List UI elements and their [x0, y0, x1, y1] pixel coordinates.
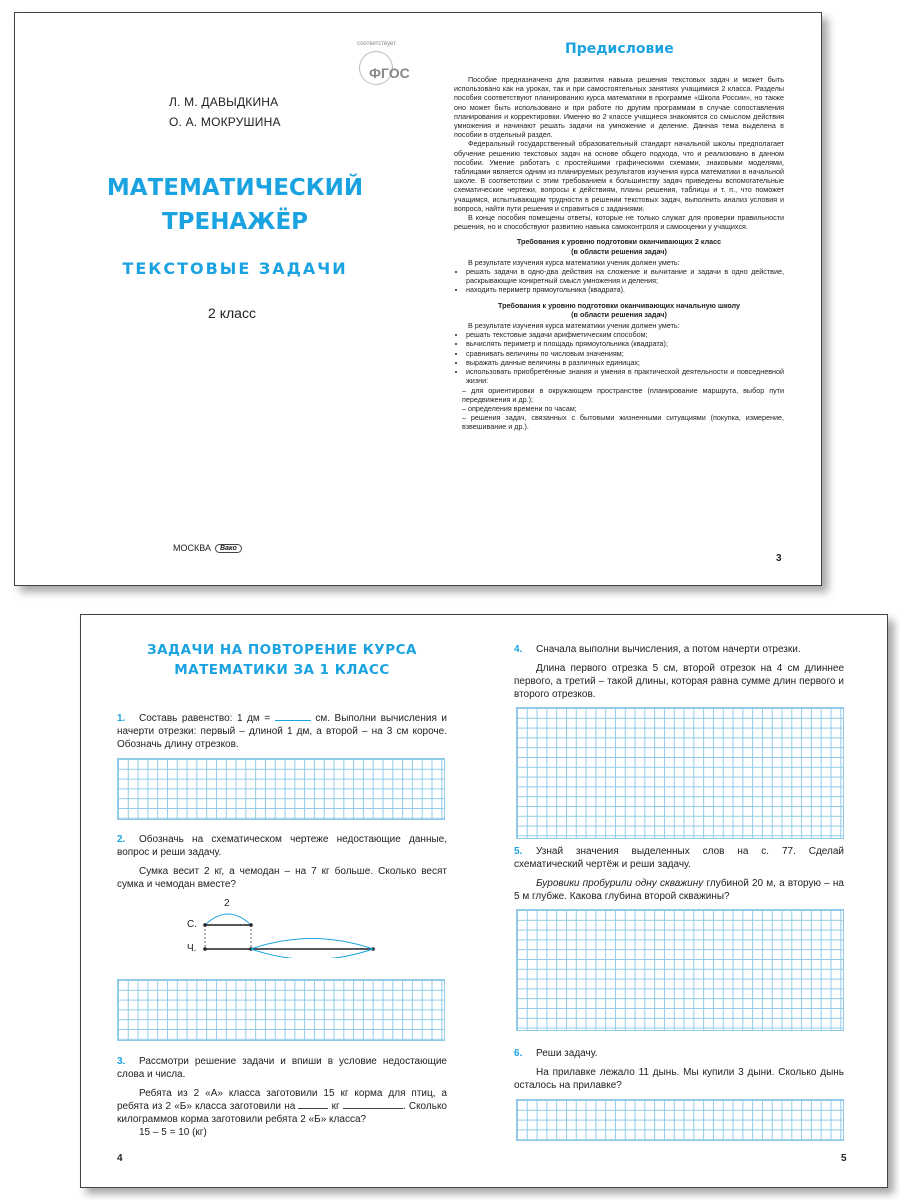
- task-text: Реши задачу.: [536, 1048, 598, 1059]
- page-number: 4: [117, 1153, 123, 1164]
- requirements-heading-primary: Требования к уровню подготовки оканчивающих начальную школу (в области решения задач): [497, 300, 741, 319]
- schematic-diagram: [177, 898, 387, 958]
- task-problem: На прилавке лежало 11 дынь. Мы купили 3 дыни. Сколько дынь осталось на прилавке?: [514, 1067, 844, 1091]
- page-5: [484, 615, 887, 1187]
- task-text: Обозначь на схематическом чертеже недостающие данные, вопрос и реши задачу.: [117, 834, 447, 858]
- fgos-logo-text: ФГОС: [369, 65, 410, 81]
- list-item: • вычислять периметр и площадь прямоугольника (квадрата);: [466, 339, 784, 348]
- preface-paragraph: В конце пособия помещены ответы, которые не только служат для проверки правильности решения, но и способствуют развитию навыка самоконтроля и самооценки у учащихся.: [454, 213, 784, 232]
- task-number: 3.: [117, 1056, 126, 1067]
- task-1: [117, 712, 447, 751]
- list-item: • выражать данные величины в различных единицах;: [466, 358, 784, 367]
- section-title-line1: ЗАДАЧИ НА ПОВТОРЕНИЕ КУРСА: [147, 642, 417, 658]
- list-item: • использовать приобретённые знания и умения в практической деятельности и повседневной жизни:: [466, 367, 784, 385]
- task-text: см. Выполни вычисления и начерти отрезки: первый – длиной 1 дм, а второй – на 3 см короче. Обозначь длину отрезков.: [117, 713, 448, 750]
- grade-label: 2 класс: [208, 305, 256, 321]
- publisher: [173, 543, 242, 553]
- diagram-value-label: 2: [224, 898, 230, 909]
- book-title-line1: МАТЕМАТИЧЕСКИЙ: [106, 175, 364, 201]
- answer-grid[interactable]: [516, 909, 844, 1031]
- sub-list-item: – решения задач, связанных с бытовыми жизненными ситуациями (покупка, измерение, взвешивание и др.).: [462, 413, 784, 432]
- task-number: 4.: [514, 644, 523, 655]
- answer-grid[interactable]: [117, 979, 445, 1041]
- publisher-logo: Вако: [215, 544, 242, 553]
- publisher-city: МОСКВА: [173, 543, 211, 553]
- task-text: Узнай значения выделенных слов на с. 77. Сделай схематический чертёж и реши задачу.: [514, 846, 844, 870]
- preface-body: [454, 75, 784, 432]
- diagram-label-bag: С.: [187, 919, 197, 930]
- task-text: Рассмотри решение задачи и впиши в условие недостающие слова и числа.: [117, 1056, 447, 1080]
- answer-grid[interactable]: [516, 1099, 844, 1141]
- task-number: 1.: [117, 713, 126, 724]
- task-problem: Сумка весит 2 кг, а чемодан – на 7 кг больше. Сколько весят сумка и чемодан вместе?: [117, 866, 447, 890]
- requirements-intro: В результате изучения курса математики ученик должен уметь:: [468, 321, 680, 331]
- list-item: • находить периметр прямоугольника (квадрата).: [466, 285, 784, 294]
- task-problem: Длина первого отрезка 5 см, второй отрезок на 4 см длиннее первого, а третий – такой длины, которая равна сумме длин первого и второго отрезков.: [514, 663, 844, 700]
- diagram-label-suitcase: Ч.: [187, 943, 197, 954]
- requirements-list: [454, 267, 784, 295]
- preface-paragraph: Федеральный государственный образовательный стандарт начальной школы предполагает обучение решению текстовых задач на основе общего подхода, что и реализовано в данном пособии. Умение работать с простейшими графическими схемами, знаковыми моделями, таблицами является одним из планируемых результатов изучения курса математики в начальной школе. В соответствии с этим требованием к большинству задач приведены вспомогательные схематические чертежи, вопросы к действиям, планы решения, таблицы и т. п., что поможет учащимся, испытывающим трудности в решении текстовых задач, выполнить анализ условия и вопроса, найти пути решения и справиться с заданиями.: [454, 139, 784, 213]
- preface-page: [418, 13, 821, 585]
- answer-blank[interactable]: [343, 1108, 403, 1109]
- book-spread-tasks: [80, 614, 888, 1188]
- task-number: 2.: [117, 834, 126, 845]
- task-text: Сначала выполни вычисления, а потом начерти отрезки.: [536, 644, 801, 655]
- task-5: [514, 845, 844, 903]
- task-solution: 15 – 5 = 10 (кг): [139, 1127, 207, 1138]
- author-1: Л. М. ДАВЫДКИНА: [169, 95, 279, 109]
- fgos-logo: [355, 35, 410, 90]
- task-problem: Ребята из 2 «А» класса заготовили 15 кг корма для птиц, а ребята из 2 «Б» класса заготовили на кг . Сколько килограммов корма заготовили ребята 2 «Б» класса?: [117, 1088, 447, 1125]
- list-item: • решать текстовые задачи арифметическим способом;: [466, 330, 784, 339]
- book-spread-cover: [14, 12, 822, 586]
- preface-title: Предисловие: [565, 41, 674, 57]
- task-text: Составь равенство: 1 дм =: [139, 713, 271, 724]
- requirements-intro: В результате изучения курса математики ученик должен уметь:: [468, 257, 680, 267]
- author-2: О. А. МОКРУШИНА: [169, 115, 281, 129]
- section-title-line2: МАТЕМАТИКИ ЗА 1 КЛАСС: [174, 662, 390, 678]
- book-subtitle: ТЕКСТОВЫЕ ЗАДАЧИ: [122, 259, 348, 278]
- task-number: 6.: [514, 1048, 523, 1059]
- answer-blank[interactable]: [298, 1108, 328, 1109]
- answer-grid[interactable]: [117, 758, 445, 820]
- page-4: [81, 615, 484, 1187]
- preface-paragraph: Пособие предназначено для развития навыка решения текстовых задач и может быть использовано как на уроках, так и при самостоятельных занятиях учащимися 2 класса. Разделы пособия соответствуют планированию курса математики в программе «Школа России», но также оно может быть использовано и при работе по другим программам в случае сопоставления планирования и корректировки. Именно во 2 классе учащиеся знакомятся со смыслом действия умножения и начинают решать задачи на умножение и деление. Данная тема выделена в пособии в отдельный раздел.: [454, 75, 784, 140]
- sub-list-item: – для ориентировки в окружающем пространстве (планирование маршрута, выбор пути передвижения и др.);: [462, 385, 784, 404]
- requirements-heading-2nd-grade: Требования к уровню подготовки оканчивающих 2 класс (в области решения задач): [516, 237, 722, 256]
- requirements-list: [454, 330, 784, 385]
- title-page: [15, 13, 418, 585]
- task-4: [514, 643, 844, 701]
- list-item: • решать задачи в одно-два действия на сложение и вычитание и задачи в одно действие, раскрывающие конкретный смысл умножения и деления;: [466, 267, 784, 285]
- task-number: 5.: [514, 846, 523, 857]
- task-6: [514, 1047, 844, 1092]
- fgos-logo-caption: соответствует: [357, 41, 396, 47]
- task-problem: Буровики пробурили одну скважину глубиной 20 м, а вторую – на 5 м глубже. Какова глубина второй скважины?: [514, 878, 844, 902]
- page-number: 3: [776, 553, 782, 564]
- answer-blank[interactable]: [275, 720, 311, 721]
- sub-list-item: – определения времени по часам;: [462, 403, 577, 413]
- task-3: [117, 1055, 447, 1139]
- task-2: [117, 833, 447, 891]
- book-title-line2: ТРЕНАЖЁР: [161, 209, 309, 235]
- answer-grid[interactable]: [516, 707, 844, 839]
- page-number: 5: [841, 1153, 847, 1164]
- list-item: • сравнивать величины по числовым значениям;: [466, 349, 784, 358]
